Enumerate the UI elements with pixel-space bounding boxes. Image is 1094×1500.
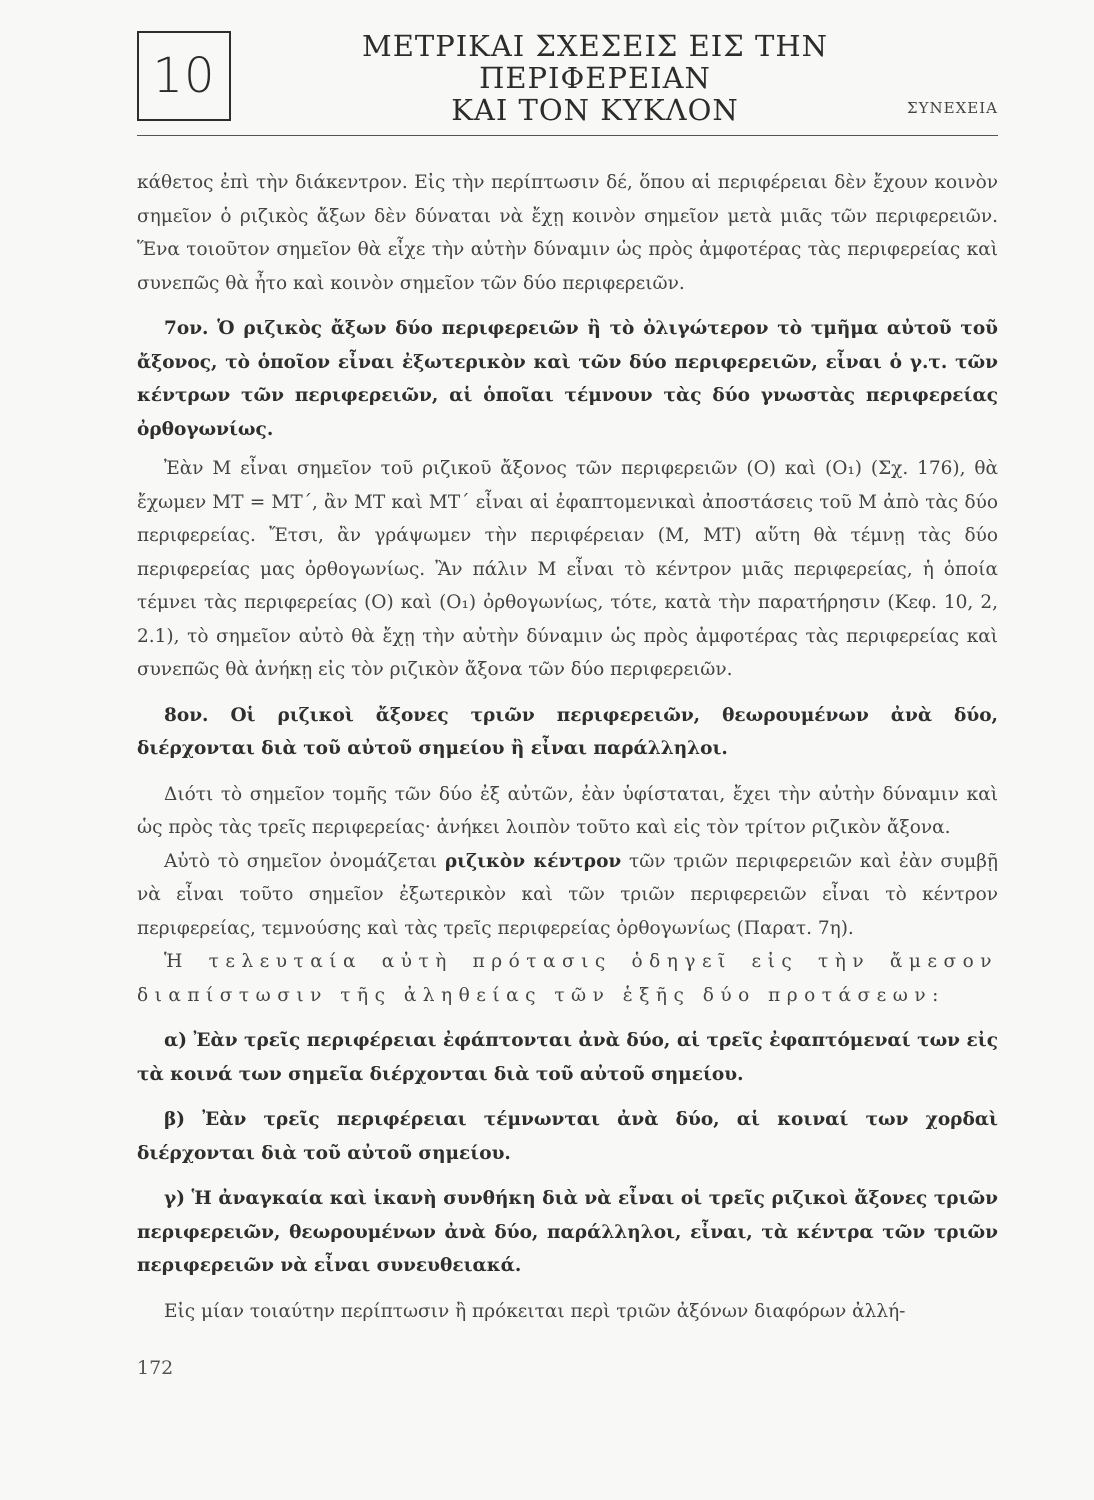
chapter-number-box	[137, 31, 231, 121]
corollary-a: α) Ἐὰν τρεῖς περιφέρειαι ἐφάπτονται ἀνὰ δύο, αἱ τρεῖς ἐφαπτόμεναί των εἰς τὰ κοινά των σημεῖα διέρχονται διὰ τοῦ αὐτοῦ σημείου.	[137, 1030, 998, 1085]
chapter-title-line1: ΜΕΤΡΙΚΑΙ ΣΧΕΣΕΙΣ ΕΙΣ ΤΗΝ ΠΕΡΙΦΕΡΕΙΑΝ	[362, 29, 828, 95]
chapter-number: 10	[152, 48, 216, 104]
paragraph-1: κάθετος ἐπὶ τὴν διάκεντρον. Εἰς τὴν περίπτωσιν δέ, ὅπου αἱ περιφέρειαι δὲν ἔχουν κοινὸν σημεῖον ὁ ριζικὸς ἄξων δὲν δύναται νὰ ἔχῃ κοινὸν σημεῖον μετὰ μιᾶς τῶν περιφερειῶν. Ἕνα τοιοῦτον σημεῖον θὰ εἶχε τὴν αὐτὴν δύναμιν ὡς πρὸς ἀμφοτέρας τὰς περιφερείας καὶ συνεπῶς θὰ ἦτο καὶ κοινὸν σημεῖον τῶν δύο περιφερειῶν.	[137, 172, 998, 294]
corollary-b: β) Ἐὰν τρεῖς περιφέρειαι τέμνωνται ἀνὰ δύο, αἱ κοιναί των χορδαὶ διέρχονται διὰ τοῦ αὐτοῦ σημείου.	[137, 1109, 998, 1164]
continued-label: ΣΥΝΕΧΕΙΑ	[907, 99, 998, 117]
radical-center-term: ριζικὸν κέντρον	[444, 850, 622, 872]
radical-center-text-before: Αὐτὸ τὸ σημεῖον ὀνομάζεται	[164, 850, 445, 872]
paragraph-final: Εἰς μίαν τοιαύτην περίπτωσιν ἢ πρόκειται περὶ τριῶν ἀξόνων διαφόρων ἀλλή-	[164, 1300, 906, 1322]
paragraph-radical-center	[137, 845, 998, 946]
page-number: 172	[137, 1357, 174, 1379]
radical-center-text-after: τῶν τριῶν περιφερειῶν καὶ ἐὰν συμβῇ νὰ εἶναι τοῦτο σημεῖον ἐξωτερικὸν καὶ τῶν τριῶν περιφερειῶν εἶναι τὸ κέντρον περιφερείας, τεμνούσης καὶ τὰς τρεῖς περιφερείας ὀρθογωνίως (Παρατ. 7η).	[137, 850, 999, 939]
page-body	[137, 166, 998, 1328]
paragraph-proof-8: Διότι τὸ σημεῖον τομῆς τῶν δύο ἐξ αὐτῶν, ἐὰν ὑφίσταται, ἔχει τὴν αὐτὴν δύναμιν καὶ ὡς πρὸς τὰς τρεῖς περιφερείας· ἀνήκει λοιπὸν τοῦτο καὶ εἰς τὸν τρίτον ριζικὸν ἄξονα.	[137, 783, 998, 838]
corollary-c: γ) Ἡ ἀναγκαία καὶ ἱκανὴ συνθήκη διὰ νὰ εἶναι οἱ τρεῖς ριζικοὶ ἄξονες τριῶν περιφερειῶν, θεωρουμένων ἀνὰ δύο, παράλληλοι, εἶναι, τὰ κέντρα τῶν τριῶν περιφερειῶν νὰ εἶναι συνευθειακά.	[137, 1188, 998, 1276]
chapter-title-line2: ΚΑΙ ΤΟΝ ΚΥΚΛΟΝ	[451, 93, 739, 127]
proposition-7: 7ον. Ὁ ριζικὸς ἄξων δύο περιφερειῶν ἢ τὸ ὀλιγώτερον τὸ τμῆμα αὐτοῦ τοῦ ἄξονος, τὸ ὁποῖον εἶναι ἐξωτερικὸν καὶ τῶν δύο περιφερειῶν, εἶναι ὁ γ.τ. τῶν κέντρων τῶν περιφερειῶν, αἱ ὁποῖαι τέμνουν τὰς δύο γνωστὰς περιφερείας ὀρθογωνίως.	[137, 318, 998, 440]
paragraph-conclusion: Ἡ τελευταία αὐτὴ πρότασις ὁδηγεῖ εἰς τὴν ἄμεσον διαπίστωσιν τῆς ἀληθείας τῶν ἑξῆς δύο προτάσεων:	[137, 951, 998, 1006]
chapter-title	[245, 30, 945, 126]
proposition-8: 8ον. Οἱ ριζικοὶ ἄξονες τριῶν περιφερειῶν, θεωρουμένων ἀνὰ δύο, διέρχονται διὰ τοῦ αὐτοῦ σημείου ἢ εἶναι παράλληλοι.	[137, 704, 998, 759]
header-divider	[137, 135, 998, 136]
paragraph-proof-7: Ἐὰν Μ εἶναι σημεῖον τοῦ ριζικοῦ ἄξονος τῶν περιφερειῶν (Ο) καὶ (Ο₁) (Σχ. 176), θὰ ἔχωμεν ΜΤ = ΜΤ΄, ἂν ΜΤ καὶ ΜΤ΄ εἶναι αἱ ἐφαπτομενικαὶ ἀποστάσεις τοῦ Μ ἀπὸ τὰς δύο περιφερείας. Ἔτσι, ἂν γράψωμεν τὴν περιφέρειαν (Μ, ΜΤ) αὕτη θὰ τέμνῃ τὰς δύο περιφερείας μας ὀρθογωνίως. Ἂν πάλιν Μ εἶναι τὸ κέντρον μιᾶς περιφερείας, ἡ ὁποία τέμνει τὰς περιφερείας (Ο) καὶ (Ο₁) ὀρθογωνίως, τότε, κατὰ τὴν παρατήρησιν (Κεφ. 10, 2, 2.1), τὸ σημεῖον αὐτὸ θὰ ἔχῃ τὴν αὐτὴν δύναμιν ὡς πρὸς ἀμφοτέρας τὰς περιφερείας καὶ συνεπῶς θὰ ἀνήκῃ εἰς τὸν ριζικὸν ἄξονα τῶν δύο περιφερειῶν.	[137, 458, 998, 680]
